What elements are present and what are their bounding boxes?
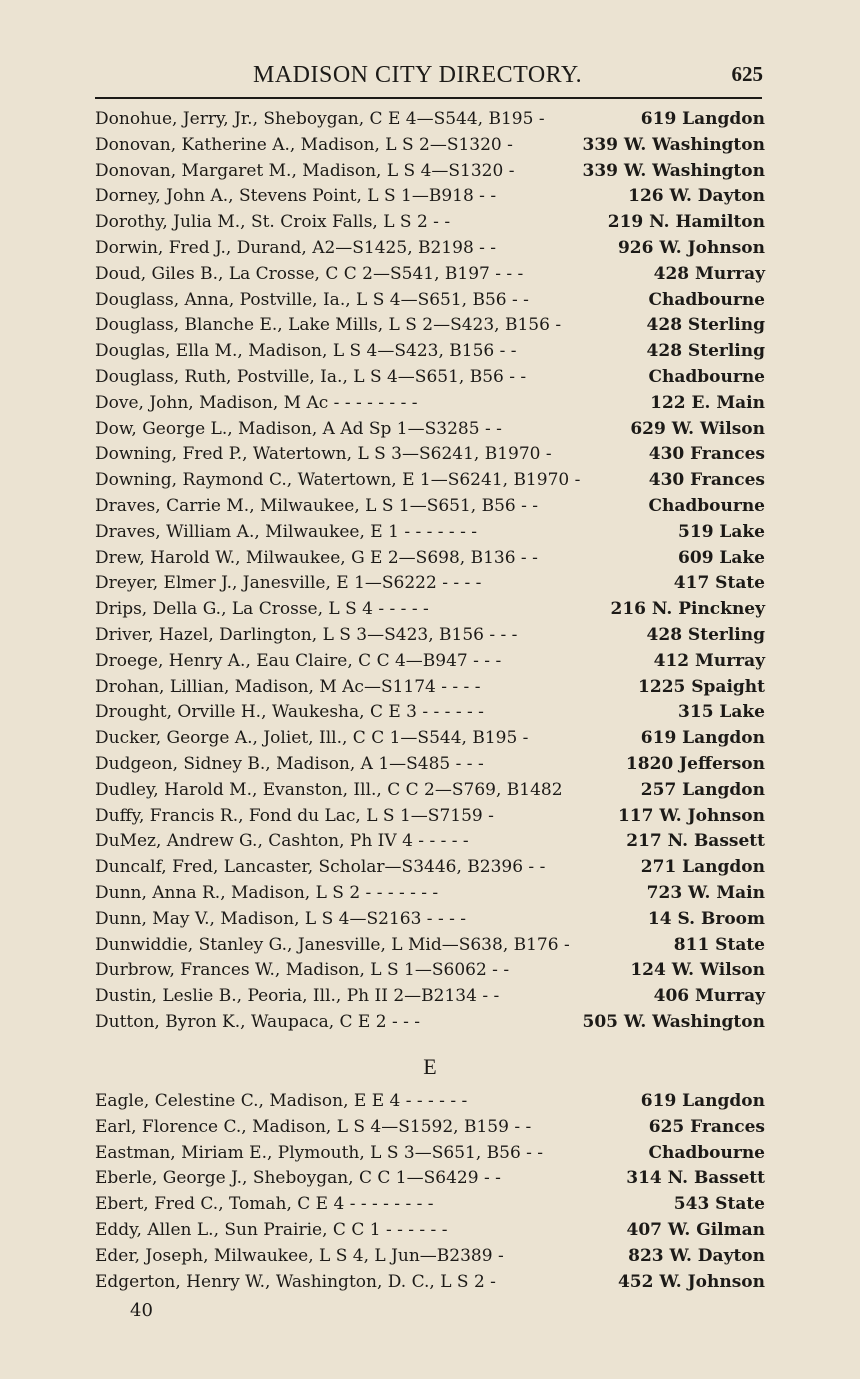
entry-address: 430 Frances (648, 444, 765, 465)
entry-name: Dove, John, Madison, M Ac - - - - - - - - (95, 392, 418, 413)
entry-address: 811 State (673, 934, 765, 955)
entry-address: 406 Murray (653, 986, 765, 1007)
entry-name: Dutton, Byron K., Waupaca, C E 2 - - - (95, 1011, 421, 1032)
directory-entry (95, 726, 765, 752)
entry-address: 339 W. Washington (582, 134, 765, 155)
directory-entry (95, 958, 765, 984)
entry-name: Dorney, John A., Stevens Point, L S 1—B918 - - (95, 186, 497, 207)
entry-name: Edgerton, Henry W., Washington, D. C., L S 2 - (95, 1271, 496, 1292)
directory-entry (95, 675, 765, 701)
directory-entry (95, 339, 765, 365)
entry-address: 428 Sterling (646, 624, 765, 645)
header-rule (95, 97, 762, 99)
entry-name: Dreyer, Elmer J., Janesville, E 1—S6222 - - - - (95, 573, 482, 594)
directory-entry (95, 468, 765, 494)
entry-name: Drohan, Lillian, Madison, M Ac—S1174 - - - - (95, 676, 481, 697)
entry-address: 14 S. Broom (647, 908, 765, 929)
entry-address: 315 Lake (678, 702, 765, 723)
entry-name: Downing, Fred P., Watertown, L S 3—S6241, B1970 - (95, 444, 552, 465)
directory-entry (95, 236, 765, 262)
entry-address: 505 W. Washington (582, 1011, 765, 1032)
entry-address: 314 N. Bassett (626, 1168, 765, 1189)
directory-entry (95, 184, 765, 210)
entry-address: Chadbourne (648, 366, 765, 387)
entry-address: 430 Frances (648, 470, 765, 491)
entry-address: 543 State (673, 1194, 765, 1215)
directory-entry (95, 829, 765, 855)
entry-address: 412 Murray (653, 650, 765, 671)
directory-entry (95, 159, 765, 185)
directory-entry (95, 700, 765, 726)
directory-entry (95, 288, 765, 314)
entry-address: 216 N. Pinckney (610, 599, 765, 620)
directory-entry (95, 210, 765, 236)
entry-name: Draves, Carrie M., Milwaukee, L S 1—S651, B56 - - (95, 495, 539, 516)
directory-entry (95, 1115, 765, 1141)
directory-entry (95, 649, 765, 675)
directory-entry (95, 133, 765, 159)
directory-entry (95, 391, 765, 417)
directory-entry (95, 107, 765, 133)
directory-entry (95, 520, 765, 546)
entry-address: 1225 Spaight (638, 676, 765, 697)
entry-name: Downing, Raymond C., Watertown, E 1—S6241, B1970 - (95, 470, 581, 491)
entry-name: Dorwin, Fred J., Durand, A2—S1425, B2198 - - (95, 237, 497, 258)
directory-entry (95, 494, 765, 520)
entry-address: 257 Langdon (640, 779, 765, 800)
entry-address: Chadbourne (648, 495, 765, 516)
entry-address: 417 State (673, 573, 765, 594)
entry-address: 117 W. Johnson (617, 805, 765, 826)
entry-name: Donovan, Margaret M., Madison, L S 4—S1320 - (95, 160, 515, 181)
entry-address: 723 W. Main (646, 882, 765, 903)
entry-address: 271 Langdon (640, 857, 765, 878)
entry-name: Dorothy, Julia M., St. Croix Falls, L S 2 - - (95, 212, 451, 233)
entry-name: Doud, Giles B., La Crosse, C C 2—S541, B197 - - - (95, 263, 524, 284)
entry-address: 619 Langdon (640, 728, 765, 749)
entry-name: Douglass, Anna, Postville, Ia., L S 4—S651, B56 - - (95, 289, 529, 310)
directory-entry (95, 881, 765, 907)
entry-name: Douglass, Ruth, Postville, Ia., L S 4—S651, B56 - - (95, 366, 527, 387)
entry-name: DuMez, Andrew G., Cashton, Ph IV 4 - - - - - (95, 831, 469, 852)
entry-name: Durbrow, Frances W., Madison, L S 1—S6062 - - (95, 960, 510, 981)
section-letter: E (423, 1054, 437, 1079)
directory-entry (95, 804, 765, 830)
entry-address: Chadbourne (648, 289, 765, 310)
page-title: MADISON CITY DIRECTORY. (253, 62, 583, 88)
entry-name: Draves, William A., Milwaukee, E 1 - - - - - - - (95, 521, 477, 542)
entry-address: 219 N. Hamilton (607, 212, 765, 233)
directory-entry (95, 1089, 765, 1115)
entry-address: 629 W. Wilson (630, 418, 765, 439)
entry-name: Dunn, Anna R., Madison, L S 2 - - - - - - - (95, 882, 439, 903)
directory-entry (95, 778, 765, 804)
entry-address: 122 E. Main (650, 392, 765, 413)
entry-name: Donovan, Katherine A., Madison, L S 2—S1320 - (95, 134, 513, 155)
entry-address: 217 N. Bassett (626, 831, 765, 852)
entry-name: Drew, Harold W., Milwaukee, G E 2—S698, B136 - - (95, 547, 538, 568)
entry-name: Ebert, Fred C., Tomah, C E 4 - - - - - - - - (95, 1194, 434, 1215)
directory-entry (95, 1010, 765, 1036)
directory-entry (95, 855, 765, 881)
entry-name: Earl, Florence C., Madison, L S 4—S1592, B159 - - (95, 1116, 532, 1137)
entry-address: 823 W. Dayton (628, 1245, 765, 1266)
entry-address: 428 Sterling (646, 341, 765, 362)
entry-address: 428 Murray (653, 263, 765, 284)
directory-entry (95, 1166, 765, 1192)
directory-entry (95, 933, 765, 959)
directory-entry (95, 442, 765, 468)
directory-entry (95, 1141, 765, 1167)
entry-name: Dunn, May V., Madison, L S 4—S2163 - - - - (95, 908, 466, 929)
page-number: 625 (731, 62, 763, 86)
running-head (95, 60, 763, 94)
directory-entry (95, 1244, 765, 1270)
entry-address: 126 W. Dayton (628, 186, 765, 207)
directory-entry (95, 984, 765, 1010)
entry-name: Douglas, Ella M., Madison, L S 4—S423, B156 - - (95, 341, 517, 362)
directory-entry (95, 1192, 765, 1218)
entry-address: 452 W. Johnson (617, 1271, 765, 1292)
directory-entry (95, 417, 765, 443)
entry-address: 609 Lake (678, 547, 765, 568)
signature-mark: 40 (130, 1300, 153, 1321)
directory-entry (95, 907, 765, 933)
entry-address: 625 Frances (648, 1116, 765, 1137)
directory-entry (95, 262, 765, 288)
entry-name: Dow, George L., Madison, A Ad Sp 1—S3285 - - (95, 418, 502, 439)
entry-name: Duncalf, Fred, Lancaster, Scholar—S3446, B2396 - - (95, 857, 546, 878)
entry-name: Eagle, Celestine C., Madison, E E 4 - - - - - - (95, 1091, 468, 1111)
entry-name: Ducker, George A., Joliet, Ill., C C 1—S544, B195 - (95, 728, 529, 749)
entry-name: Eder, Joseph, Milwaukee, L S 4, L Jun—B2389 - (95, 1245, 504, 1266)
entry-name: Dudley, Harold M., Evanston, Ill., C C 2—S769, B1482 (95, 779, 563, 800)
entry-name: Eberle, George J., Sheboygan, C C 1—S6429 - - (95, 1168, 501, 1189)
entry-name: Duffy, Francis R., Fond du Lac, L S 1—S7159 - (95, 805, 494, 826)
entry-name: Droege, Henry A., Eau Claire, C C 4—B947 - - - (95, 650, 502, 671)
entry-name: Donohue, Jerry, Jr., Sheboygan, C E 4—S544, B195 - (95, 109, 545, 129)
directory-entry (95, 1270, 765, 1296)
directory-entry (95, 1218, 765, 1244)
entry-name: Eastman, Miriam E., Plymouth, L S 3—S651, B56 - - (95, 1142, 544, 1163)
entry-address: 619 Langdon (640, 109, 765, 129)
entry-name: Driver, Hazel, Darlington, L S 3—S423, B156 - - - (95, 624, 518, 645)
entry-name: Drought, Orville H., Waukesha, C E 3 - - - - - - (95, 702, 484, 723)
directory-entry (95, 597, 765, 623)
entry-address: 407 W. Gilman (626, 1219, 765, 1240)
entry-name: Dunwiddie, Stanley G., Janesville, L Mid—S638, B176 - (95, 934, 570, 955)
entries-list-d (95, 107, 765, 1036)
entry-name: Douglass, Blanche E., Lake Mills, L S 2—S423, B156 - (95, 315, 562, 336)
directory-entry (95, 546, 765, 572)
directory-entry (95, 571, 765, 597)
directory-entry (95, 313, 765, 339)
entries-list-e (95, 1089, 765, 1295)
entry-address: 1820 Jefferson (625, 753, 765, 774)
entry-address: 619 Langdon (640, 1091, 765, 1111)
entry-name: Drips, Della G., La Crosse, L S 4 - - - - - (95, 599, 429, 620)
directory-entry (95, 752, 765, 778)
entry-name: Dustin, Leslie B., Peoria, Ill., Ph II 2—B2134 - - (95, 986, 500, 1007)
entry-name: Dudgeon, Sidney B., Madison, A 1—S485 - - - (95, 753, 484, 774)
entry-address: 519 Lake (678, 521, 765, 542)
entry-address: 124 W. Wilson (630, 960, 765, 981)
entry-address: Chadbourne (648, 1142, 765, 1163)
entry-address: 339 W. Washington (582, 160, 765, 181)
entry-address: 428 Sterling (646, 315, 765, 336)
entry-name: Eddy, Allen L., Sun Prairie, C C 1 - - - - - - (95, 1219, 448, 1240)
directory-entry (95, 365, 765, 391)
entry-address: 926 W. Johnson (617, 237, 765, 258)
directory-entry (95, 623, 765, 649)
